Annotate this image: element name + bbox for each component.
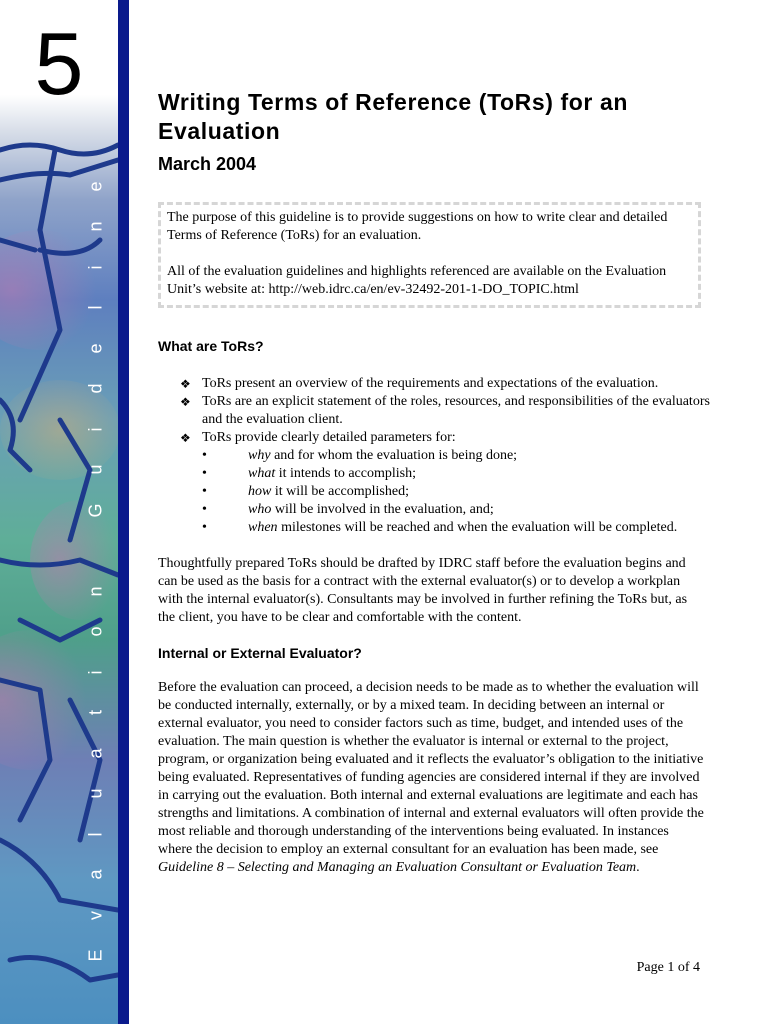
guideline-number: 5: [34, 14, 84, 113]
tors-bullet-list: [180, 375, 718, 537]
sub-list-item: • when milestones will be reached and when the evaluation will be completed.: [202, 520, 678, 535]
vertical-letter: a: [85, 869, 106, 880]
document-title: Writing Terms of Reference (ToRs) for an Evaluation: [158, 89, 628, 144]
vertical-letter: i: [85, 670, 106, 674]
vertical-letter: l: [85, 305, 106, 310]
intro-purpose: The purpose of this guideline is to provide suggestions on how to write clear and detailed Terms of Reference (ToRs) for an evaluation.: [167, 210, 668, 243]
vertical-letter: e: [85, 181, 106, 192]
heading-what-are-tors: What are ToRs?: [158, 338, 264, 354]
diamond-bullet-icon: ❖: [180, 377, 191, 391]
tors-drafting-paragraph: Thoughtfully prepared ToRs should be drafted by IDRC staff before the evaluation begins and can be used as the basis for a contract with the external evaluator(s) or to develop a workplan with the internal evaluator(s). Consultants may be involved in further refining the ToRs but, as the client, you have to be clear and comfortable with the content.: [158, 556, 688, 625]
dot-bullet-icon: •: [202, 466, 207, 481]
page-number: Page 1 of 4: [636, 960, 700, 975]
vertical-letter: n: [85, 586, 106, 597]
list-item: ❖ ToRs are an explicit statement of the roles, resources, and responsibilities of the evaluators and the evaluation client.: [180, 394, 710, 427]
vertical-letter: n: [85, 221, 106, 232]
accent-bar: [118, 0, 129, 1024]
vertical-letter: u: [85, 464, 106, 475]
parameters-sub-list: [202, 447, 718, 537]
document-body: [158, 88, 718, 877]
intro-box: [158, 202, 701, 308]
dot-bullet-icon: •: [202, 520, 207, 535]
sub-list-item: • what it intends to accomplish;: [202, 466, 416, 481]
sub-list-item: • why and for whom the evaluation is being done;: [202, 448, 518, 463]
vertical-letter: t: [85, 710, 106, 716]
sub-list-item: • how it will be accomplished;: [202, 484, 409, 499]
document-date: March 2004: [158, 154, 257, 174]
guideline-8-reference: Guideline 8 – Selecting and Managing an Evaluation Consultant or Evaluation Team: [158, 860, 637, 875]
list-item: ❖ ToRs provide clearly detailed parameters for: • why and for whom the evaluation is being done; • what it intends to accomplish; • how it will be accomplished; • who will be involved in the evaluation, and; • when milestones will be reached and when the evaluation will be completed.: [180, 429, 718, 537]
dot-bullet-icon: •: [202, 484, 207, 499]
heading-internal-or-external: Internal or External Evaluator?: [158, 645, 362, 661]
intro-website: All of the evaluation guidelines and highlights referenced are available on the Evaluation Unit’s website at: http://web.idrc.ca/en/ev-32492-201-1-DO_TOPIC.html: [167, 264, 667, 297]
vertical-letter: e: [85, 343, 106, 354]
vertical-letter: d: [85, 383, 106, 394]
evaluator-choice-paragraph: Before the evaluation can proceed, a decision needs to be made as to whether the evaluation will be conducted internally, externally, or by a mixed team. In deciding between an internal or external evaluator, you need to consider factors such as time, budget, and intended uses of the evaluation. The main question is whether the evaluator is internal or external to the project, program, or organization being evaluated and it reflects the evaluator’s obligation to the initiative being evaluated. Representatives of funding agencies are considered internal if they are involved in carrying out the evaluation. Both internal and external evaluations are legitimate and each has strengths and limitations. A combination of internal and external evaluators will often provide the most reliable and thorough understanding of the interventions being evaluated. In instances where the decision to employ an external consultant for an evaluation has been made, see Guideline 8 – Selecting and Managing an Evaluation Consultant or Evaluation Team.: [158, 680, 704, 875]
list-item: ❖ ToRs present an overview of the requirements and expectations of the evaluation.: [180, 376, 659, 391]
vertical-letter: v: [85, 910, 106, 920]
sidebar-decorative-panel: [0, 0, 118, 1024]
vertical-letter: u: [85, 788, 106, 799]
diamond-bullet-icon: ❖: [180, 431, 191, 445]
dot-bullet-icon: •: [202, 448, 207, 463]
vertical-letter: i: [85, 265, 106, 269]
vertical-letter: l: [85, 832, 106, 836]
dot-bullet-icon: •: [202, 502, 207, 517]
sub-list-item: • who will be involved in the evaluation, and;: [202, 502, 494, 517]
vertical-letter: a: [85, 748, 106, 759]
vertical-letter: G: [85, 503, 106, 518]
vertical-letter: o: [85, 626, 106, 637]
vertical-letter: E: [85, 949, 106, 962]
evaluation-guideline-vertical-label: [84, 140, 108, 960]
diamond-bullet-icon: ❖: [180, 395, 191, 409]
vertical-letter: i: [85, 427, 106, 431]
